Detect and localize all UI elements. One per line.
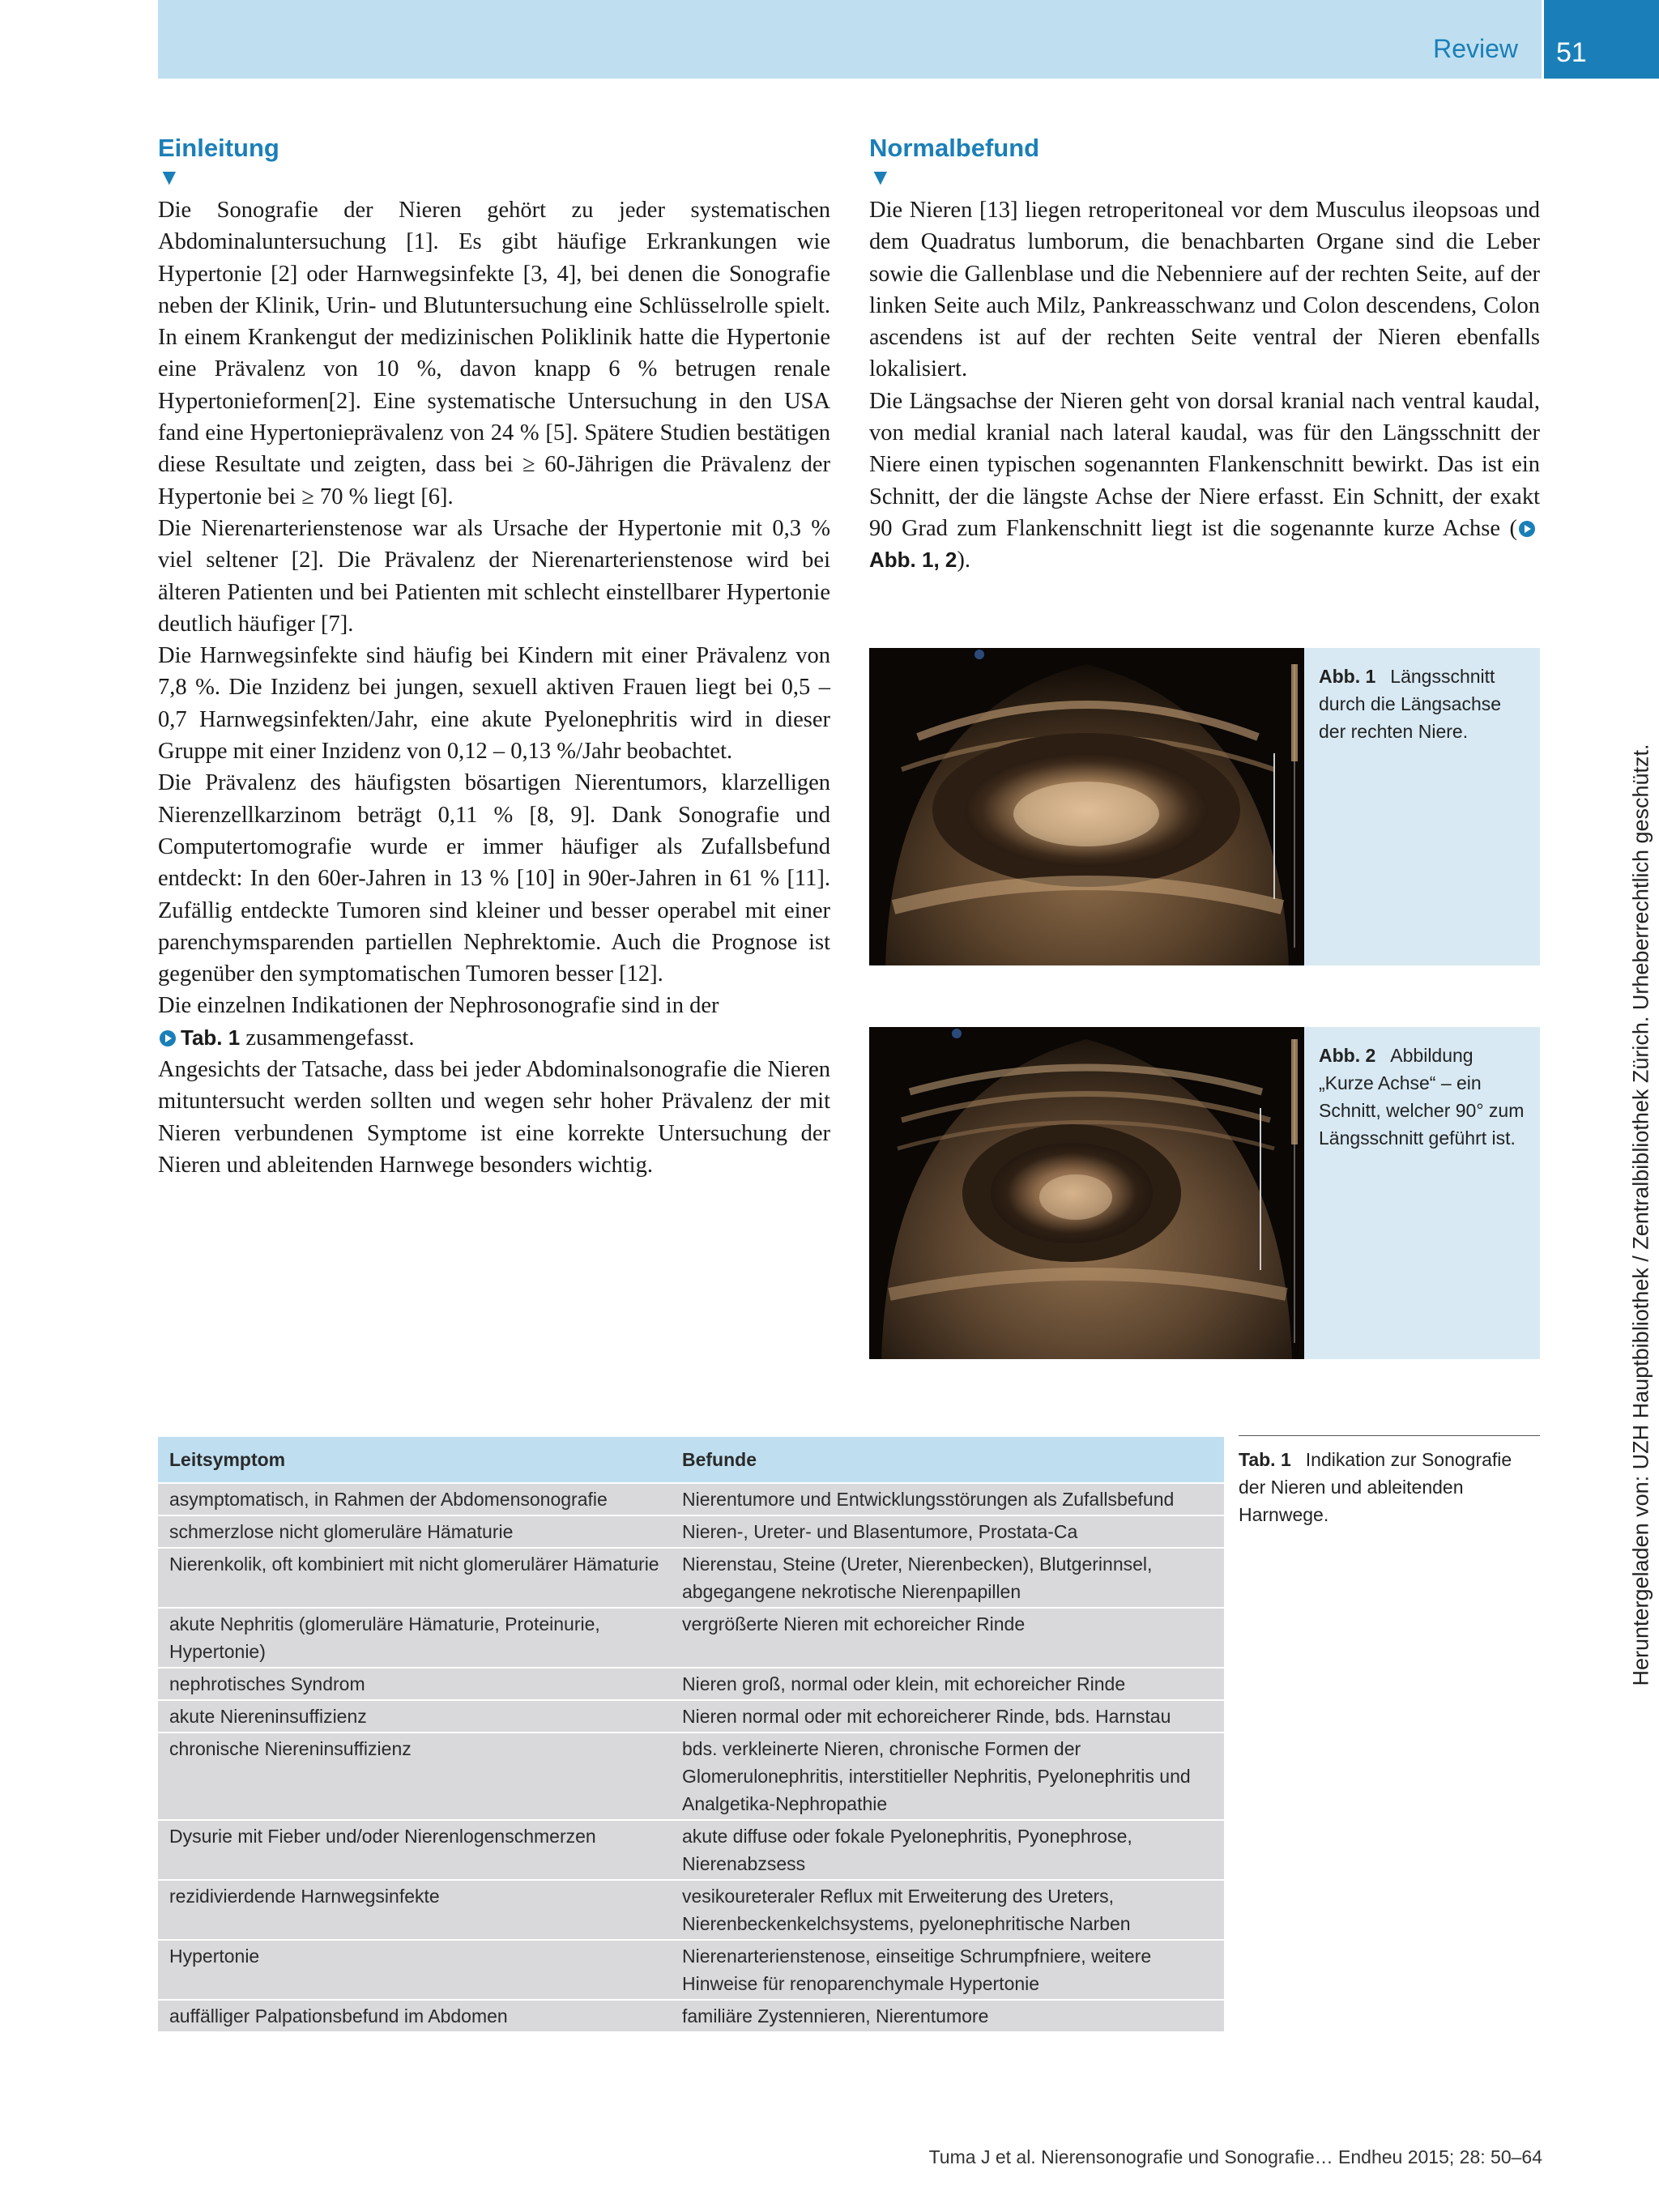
table-row — [158, 1549, 1224, 1607]
table-row — [158, 1701, 1224, 1732]
figure-2-label: Abb. 2 — [1319, 1045, 1376, 1066]
download-notice: Heruntergeladen von: UZH Hauptbibliothek / Zentralbibliothek Zürich. Urheberrechtlich geschützt. — [1628, 744, 1653, 1686]
table-cell: akute Nephritis (glomeruläre Hämaturie, Proteinurie, Hypertonie) — [158, 1609, 671, 1667]
figure-1-label: Abb. 1 — [1319, 666, 1376, 687]
figure-1-caption-text: Längsschnitt durch die Längsachse der rechten Niere. — [1319, 666, 1502, 742]
paragraph: Die Prävalenz des häufigsten bösartigen Nierentumors, klarzelligen Nierenzellkarzinom beträgt 0,11 % [8, 9]. Dank Sonografie und Computertomografie wurde er immer häufiger als Zufallsbefund entdeckt: In den 60er-Jahren in 13 % [10] in 90er-Jahren in 61 % [11]. Zufällig entdeckte Tumoren sind kleiner und besser operabel mit einer parenchymsparenden partiellen Nephrektomie. Auch die Prognose ist gegenüber den symptomatischen Tumoren besser [12]. — [158, 770, 830, 987]
right-column — [869, 131, 1540, 577]
table-cell: auffälliger Palpationsbefund im Abdomen — [158, 2001, 671, 2031]
figure-2-caption-box — [1304, 1027, 1540, 1359]
table-row — [158, 1484, 1224, 1515]
table-caption — [1239, 1435, 1540, 1528]
indication-pre: Die einzelnen Indikationen der Nephrosonografie sind in der — [158, 993, 719, 1019]
table-cell: Dysurie mit Fieber und/oder Nierenlogenschmerzen — [158, 1821, 671, 1879]
table-cell: chronische Niereninsuffizienz — [158, 1733, 671, 1819]
table-cell: Nieren groß, normal oder klein, mit echoreicher Rinde — [671, 1669, 1224, 1699]
table-cell: Nieren normal oder mit echoreicherer Rinde, bds. Harnstau — [671, 1701, 1224, 1732]
table-cell: akute Niereninsuffizienz — [158, 1701, 671, 1732]
figure-reference-link[interactable]: Abb. 1, 2 — [869, 548, 957, 573]
paragraph-axis — [869, 386, 1540, 577]
table-cell: rezidivierdende Harnwegsinfekte — [158, 1881, 671, 1939]
ultrasound-image-longitudinal — [869, 648, 1304, 965]
figure-1 — [869, 648, 1540, 965]
paragraph-indication — [158, 990, 830, 1054]
ultrasound-image-short-axis — [869, 1027, 1304, 1359]
table-cell: Nierenkolik, oft kombiniert mit nicht glomerulärer Hämaturie — [158, 1549, 671, 1607]
table-cell: bds. verkleinerte Nieren, chronische Formen der Glomerulonephritis, interstitieller Nephritis, Pyelonephritis und Analgetika-Nephropathie — [671, 1733, 1224, 1819]
paragraph: Die Nierenarterienstenose war als Ursache der Hypertonie mit 0,3 % viel seltener [2]. Die Prävalenz der Nierenarterienstenose wird bei älteren Patienten und bei Patienten mit schlecht einstellbarer Hypertonie deutlich häufiger [7]. — [158, 515, 830, 637]
table-header-befunde: Befunde — [671, 1437, 1224, 1482]
header-band — [158, 0, 1542, 79]
page-footer-citation: Tuma J et al. Nierensonografie und Sonografie… Endheu 2015; 28: 50–64 — [928, 2146, 1542, 2167]
table-cell: familiäre Zystennieren, Nierentumore — [671, 2001, 1224, 2031]
table-row — [158, 1669, 1224, 1699]
table-row — [158, 1516, 1224, 1547]
table-row — [158, 1821, 1224, 1879]
figure-2-caption — [1319, 1042, 1525, 1152]
indication-table — [158, 1435, 1224, 2033]
paragraph: Die Sonografie der Nieren gehört zu jeder systematischen Abdominaluntersuchung [1]. Es gibt häufige Erkrankungen wie Hypertonie [2] oder Harnwegsinfekte [3, 4], bei denen die Sonografie neben der Klinik, Urin- und Blutuntersuchung eine Schlüsselrolle spielt. In einem Krankengut der medizinischen Poliklinik hatte die Hypertonie eine Prävalenz von 10 %, davon knapp 6 % betrugen renale Hypertonieformen[2]. Eine systematische Untersuchung in den USA fand eine Hypertonieprävalenz von 24 % [5]. Spätere Studien bestätigen diese Resultate und zeigten, dass bei ≥ 60-Jährigen die Prävalenz der Hypertonie bei ≥ 70 % liegt [6]. — [158, 198, 830, 509]
page-number: 51 — [1556, 37, 1587, 68]
triangle-down-icon: ▼ — [158, 165, 181, 190]
table-caption-text: Indikation zur Sonografie der Nieren und ableitenden Harnwege. — [1239, 1449, 1512, 1525]
table-cell: Nierenstau, Steine (Ureter, Nierenbecken), Blutgerinnsel, abgegangene nekrotische Nierenpapillen — [671, 1549, 1224, 1607]
table-header-row — [158, 1437, 1224, 1482]
table-cell: Hypertonie — [158, 1941, 671, 1999]
table-row — [158, 1733, 1224, 1819]
normal-findings-text — [869, 194, 1540, 577]
axis-pre: Die Längsachse der Nieren geht von dorsal kranial nach ventral kaudal, von medial kranial nach lateral kaudal, was für den Längsschnitt der Niere einen typischen sogenannten Flankenschnitt bewirkt. Das ist ein Schnitt, der die längste Achse der Niere erfasst. Ein Schnitt, der exakt 90 Grad zum Flankenschnitt liegt ist die sogenannte kurze Achse ( — [869, 388, 1540, 541]
arrow-ref-icon — [1519, 521, 1535, 537]
figure-2 — [869, 1027, 1540, 1359]
table-cell: Nierenarterienstenose, einseitige Schrumpfniere, weitere Hinweise für renoparenchymale Hypertonie — [671, 1941, 1224, 1999]
axis-post: ). — [957, 548, 970, 573]
indication-post: zusammengefasst. — [240, 1025, 415, 1051]
table-reference-link[interactable]: Tab. 1 — [181, 1025, 241, 1050]
arrow-ref-icon — [160, 1030, 176, 1046]
section-label: Review — [1433, 34, 1518, 63]
intro-text — [158, 194, 830, 1181]
figure-1-caption — [1319, 663, 1525, 745]
table-cell: akute diffuse oder fokale Pyelonephritis, Pyonephrose, Nierenabzsess — [671, 1821, 1224, 1879]
table-cell: asymptomatisch, in Rahmen der Abdomensonografie — [158, 1484, 671, 1515]
table-cell: Nieren-, Ureter- und Blasentumore, Prostata-Ca — [671, 1516, 1224, 1547]
table-cell: nephrotisches Syndrom — [158, 1669, 671, 1699]
section-heading-einleitung: Einleitung — [158, 134, 279, 162]
paragraph: Die Harnwegsinfekte sind häufig bei Kindern mit einer Prävalenz von 7,8 %. Die Inzidenz bei jungen, sexuell aktiven Frauen liegt bei 0,5 – 0,7 Harnwegsinfekten/Jahr, eine akute Pyelonephritis wird in dieser Gruppe mit einer Inzidenz von 0,12 – 0,13 %/Jahr beobachtet. — [158, 643, 830, 765]
triangle-down-icon: ▼ — [869, 165, 892, 190]
left-column — [158, 131, 830, 1181]
paragraph: Die Nieren [13] liegen retroperitoneal vor dem Musculus ileopsoas und dem Quadratus lumborum, die benachbarten Organe sind die Leber sowie die Gallenblase und die Nebenniere auf der rechten Seite, auf der linken Seite auch Milz, Pankreasschwanz und Colon descendens, Colon ascendens ist auf der rechten Seite ventral der Nieren ebenfalls lokalisiert. — [869, 198, 1540, 382]
table-row — [158, 1941, 1224, 1999]
paragraph: Angesichts der Tatsache, dass bei jeder Abdominalsonografie die Nieren mituntersucht werden sollten und wegen sehr hoher Prävalenz der mit Nieren verbundenen Symptome ist eine korrekte Untersuchung der Nieren und ableitenden Harnwege besonders wichtig. — [158, 1057, 830, 1178]
page-number-box — [1544, 0, 1659, 79]
table-cell: schmerzlose nicht glomeruläre Hämaturie — [158, 1516, 671, 1547]
figure-2-caption-text: Abbildung „Kurze Achse“ – ein Schnitt, welcher 90° zum Längsschnitt geführt ist. — [1319, 1045, 1525, 1149]
table-header-leitsymptom: Leitsymptom — [158, 1437, 671, 1482]
table-row — [158, 1609, 1224, 1667]
section-heading-normalbefund: Normalbefund — [869, 134, 1040, 162]
table-row — [158, 1881, 1224, 1939]
table-cell: Nierentumore und Entwicklungsstörungen als Zufallsbefund — [671, 1484, 1224, 1515]
table-label: Tab. 1 — [1239, 1449, 1291, 1470]
table-row — [158, 2001, 1224, 2031]
table-cell: vergrößerte Nieren mit echoreicher Rinde — [671, 1609, 1224, 1667]
table-cell: vesikoureteraler Reflux mit Erweiterung des Ureters, Nierenbeckenkelchsystems, pyelonephritische Narben — [671, 1881, 1224, 1939]
figure-1-caption-box — [1304, 648, 1540, 965]
